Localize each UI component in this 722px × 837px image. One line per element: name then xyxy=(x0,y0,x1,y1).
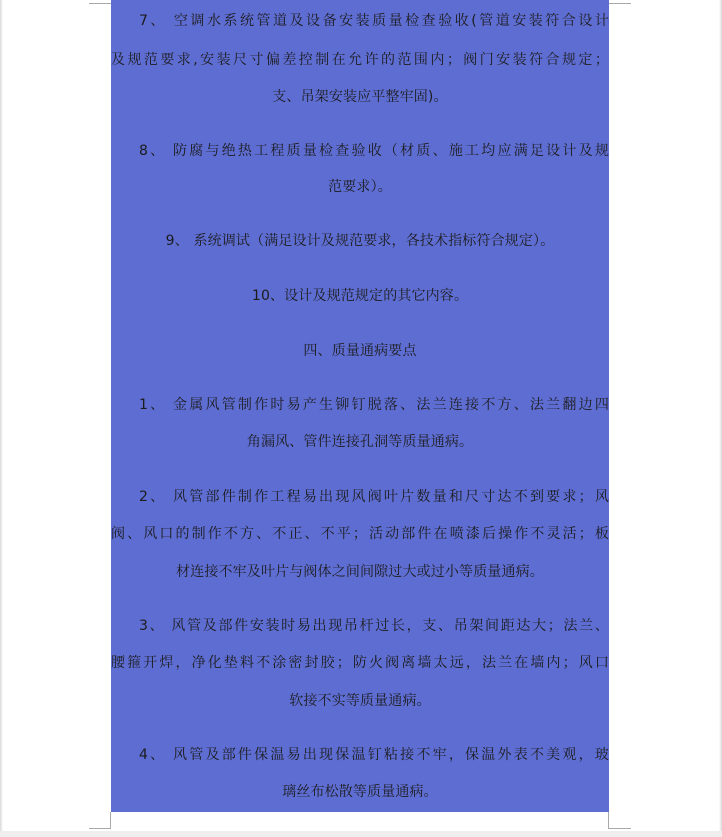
text-line: 范要求）。 xyxy=(328,179,392,195)
crop-mark-bottom-left-v xyxy=(110,812,111,829)
text-line: 璃丝布松散等质量通病。 xyxy=(282,784,438,800)
text-line: 1、 金属风管制作时易产生铆钉脱落、法兰连接不方、法兰翻边四 xyxy=(139,397,609,413)
crop-mark-bottom-right-v xyxy=(608,812,609,829)
text-line: 软接不实等质量通病。 xyxy=(289,693,431,709)
crop-mark-bottom-right-h xyxy=(609,828,631,829)
text-line: 2、 风管部件制作工程易出现风阀叶片数量和尺寸达不到要求；风 xyxy=(139,489,609,505)
text-line: 7、 空调水系统管道及设备安装质量检查验收(管道安装符合设计 xyxy=(139,13,609,29)
crop-mark-top-right-h xyxy=(609,3,631,4)
text-line: 4、 风管及部件保温易出现保温钉粘接不牢，保温外表不美观，玻 xyxy=(139,747,609,763)
text-line: 材连接不牢及叶片与阀体之间间隙过大或过小等质量通病。 xyxy=(176,564,544,580)
text-line: 角漏风、管件连接孔洞等质量通病。 xyxy=(246,434,474,450)
text-line: 3、 风管及部件安装时易出现吊杆过长，支、吊架间距达大；法兰、 xyxy=(139,618,609,634)
page-bottom-edge xyxy=(0,831,722,837)
text-line: 8、 防腐与绝热工程质量检查验收（材质、施工均应满足设计及规 xyxy=(139,143,609,159)
text-line: 腰箍开焊，净化垫料不涂密封胶；防火阀离墙太远，法兰在墙内；风口 xyxy=(111,655,609,671)
text-line: 阀、风口的制作不方、不正、不平；活动部件在喷漆后操作不灵活；板 xyxy=(111,526,609,542)
selected-text-block[interactable] xyxy=(111,0,609,812)
page-left-edge xyxy=(0,0,3,837)
text-line: 10、设计及规范规定的其它内容。 xyxy=(251,288,469,304)
crop-mark-bottom-left-h xyxy=(89,828,111,829)
text-line: 及规范要求,安装尺寸偏差控制在允许的范围内；阀门安装符合规定； xyxy=(111,52,609,68)
section-heading-text: 四、质量通病要点 xyxy=(303,343,417,359)
text-line: 9、 系统调试（满足设计及规范要求，各技术指标符合规定）。 xyxy=(165,233,555,249)
text-line: 支、吊架安装应平整牢固)。 xyxy=(272,89,448,105)
crop-mark-top-left-h xyxy=(89,3,111,4)
